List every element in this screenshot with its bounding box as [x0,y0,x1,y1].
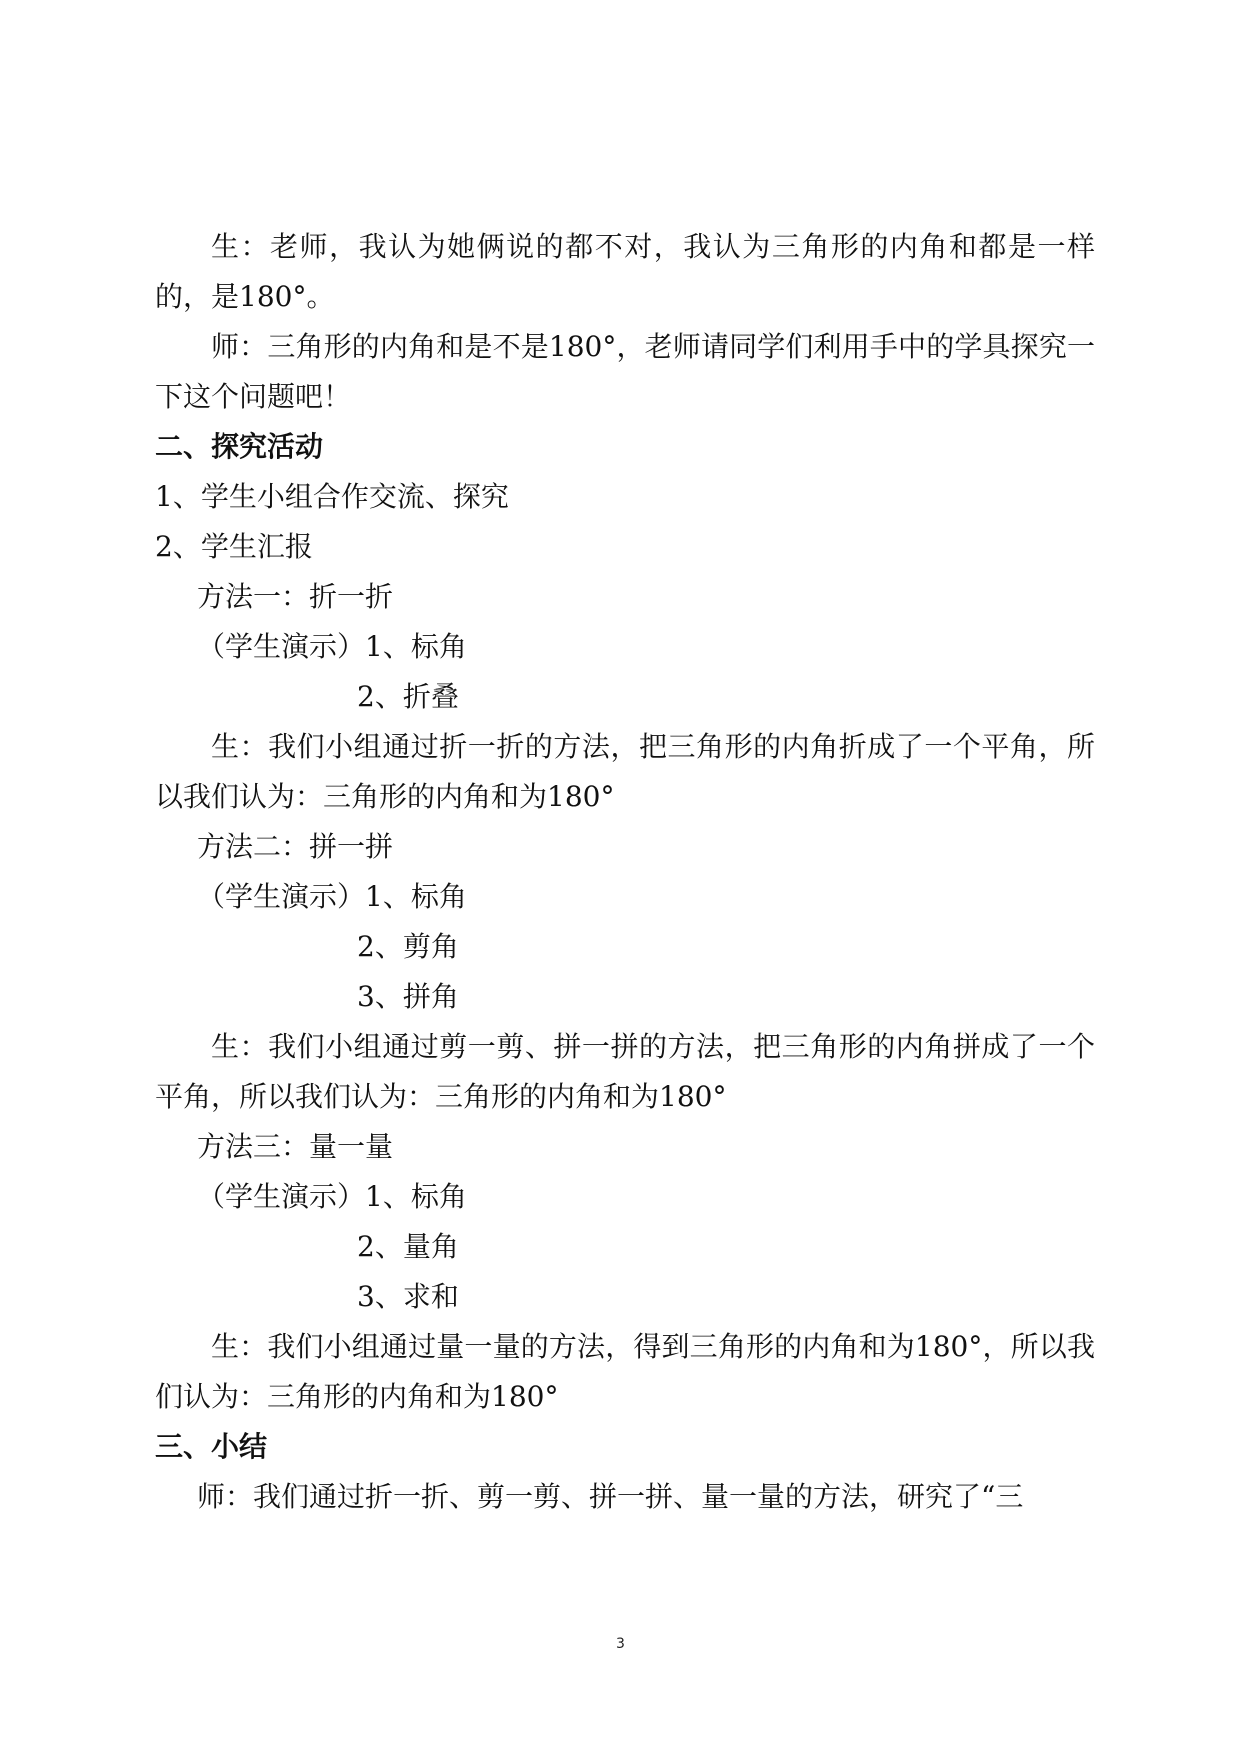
method-one-title: 方法一：折一折 [197,580,394,613]
paragraph-student-claim: 生：老师，我认为她俩说的都不对，我认为三角形的内角和都是一样的，是180°。 [155,230,1095,313]
method-two-step-3: 3、拼角 [357,980,459,1013]
method-two-conclusion: 生：我们小组通过剪一剪、拼一拼的方法，把三角形的内角拼成了一个平角，所以我们认为：三角形的内角和为180° [155,1030,1095,1113]
list-item-group-work: 1、学生小组合作交流、探究 [155,480,509,513]
document-body [155,222,1095,1522]
section-heading-summary: 三、小结 [155,1430,268,1463]
method-two-step-2: 2、剪角 [357,930,459,963]
section-heading-explore: 二、探究活动 [155,430,324,463]
paragraph-teacher-question: 师：三角形的内角和是不是180°，老师请同学们利用手中的学具探究一下这个问题吧！ [155,330,1095,413]
method-three-conclusion: 生：我们小组通过量一量的方法，得到三角形的内角和为180°，所以我们认为：三角形的内角和为180° [155,1330,1095,1413]
list-item-report: 2、学生汇报 [155,530,313,563]
method-one-step-1: （学生演示）1、标角 [197,630,467,663]
page-number: 3 [616,1636,625,1652]
method-three-step-2: 2、量角 [357,1230,459,1263]
method-three-step-3: 3、求和 [357,1280,459,1313]
paragraph-teacher-summary: 师：我们通过折一折、剪一剪、拼一拼、量一量的方法，研究了“三 [197,1480,1024,1513]
method-three-step-1: （学生演示）1、标角 [197,1180,467,1213]
method-one-conclusion: 生：我们小组通过折一折的方法，把三角形的内角折成了一个平角，所以我们认为：三角形的内角和为180° [155,730,1095,813]
method-three-title: 方法三：量一量 [197,1130,394,1163]
method-one-step-2: 2、折叠 [357,680,459,713]
method-two-title: 方法二：拼一拼 [197,830,394,863]
method-two-step-1: （学生演示）1、标角 [197,880,467,913]
